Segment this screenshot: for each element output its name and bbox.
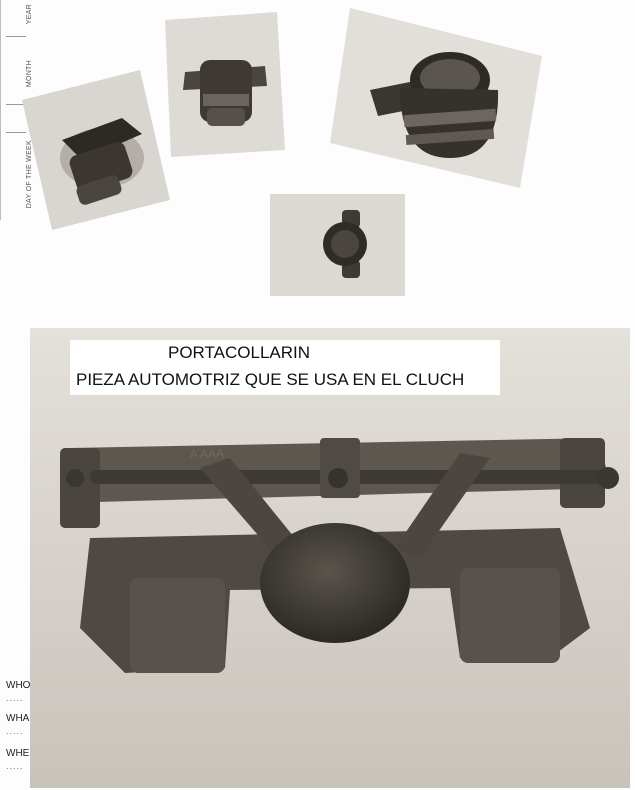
form-row-label: WHA (6, 713, 30, 724)
sidebar-label-day-of-week: DAY OF THE WEEK (26, 140, 33, 209)
photo-part-side (165, 12, 285, 157)
form-row-dots: ..... (6, 726, 24, 736)
photo-portacollarin-main (30, 328, 630, 788)
photo-part-barrel (330, 8, 542, 188)
form-row-dots: ..... (6, 761, 24, 771)
photo-part-tilted (22, 70, 170, 230)
photo-part-top (270, 194, 405, 296)
sidebar-label-month: MONTH (26, 60, 33, 88)
sidebar-rule (0, 0, 1, 220)
form-row-label: WHO (6, 680, 31, 691)
form-row-label: WHE (6, 748, 30, 759)
sidebar-label-year: YEAR (26, 4, 33, 25)
caption-subtitle: PIEZA AUTOMOTRIZ QUE SE USA EN EL CLUCH (76, 370, 465, 389)
sidebar-tick (6, 36, 26, 37)
caption-label (70, 340, 500, 395)
caption-title: PORTACOLLARIN (168, 343, 311, 362)
part-marking: A AAA (189, 446, 225, 461)
form-row-dots: ..... (6, 693, 24, 703)
